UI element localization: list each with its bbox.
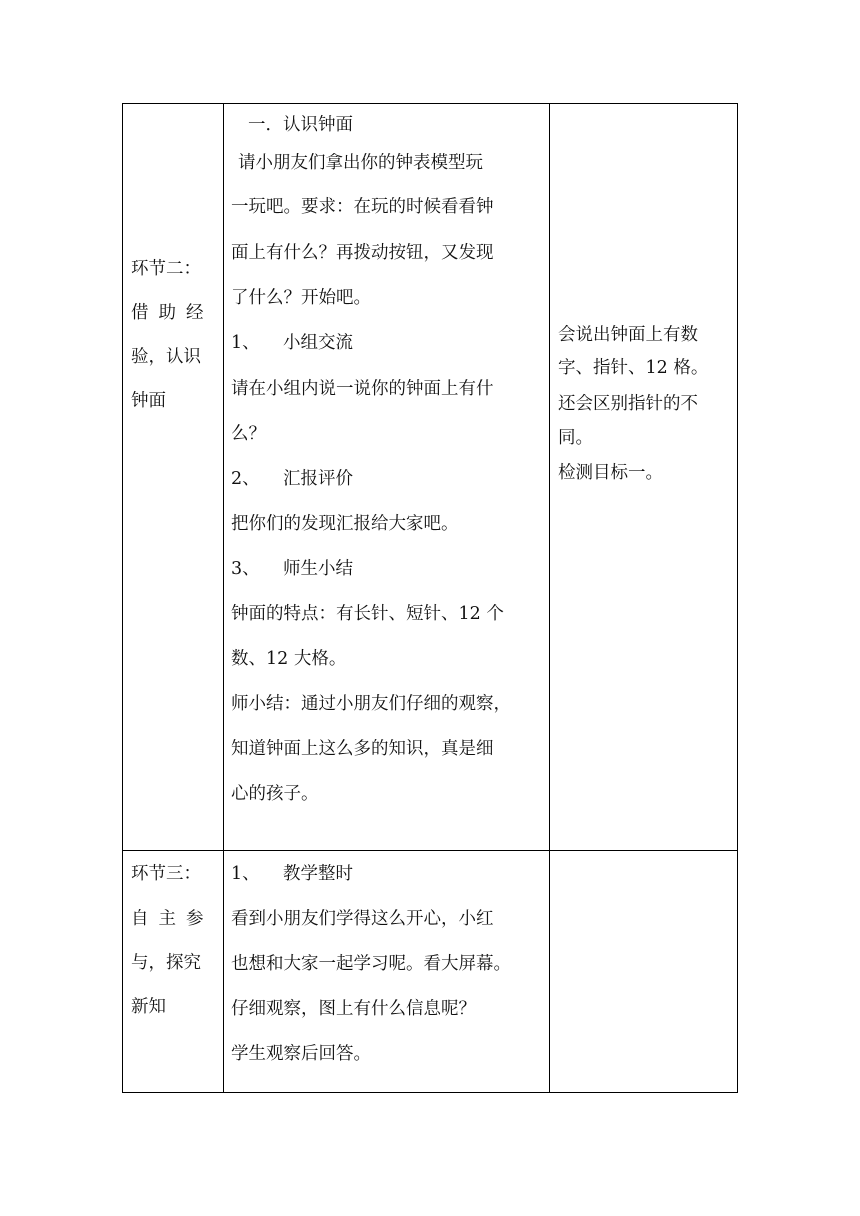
row2-line-1: 看到小朋友们学得这么开心，小红 (231, 909, 494, 929)
row2-step1-number: 1、 (231, 864, 260, 884)
step2-number: 2、 (231, 469, 260, 489)
row2-step1-title: 教学整时 (283, 864, 353, 884)
step3-number: 3、 (231, 559, 260, 579)
row2-step1-heading (231, 863, 353, 886)
row2-line-4: 学生观察后回答。 (231, 1044, 371, 1064)
step2-title: 汇报评价 (283, 469, 353, 489)
intro-line-1: 请小朋友们拿出你的钟表模型玩 (238, 153, 483, 173)
goal-line-5: 检测目标一。 (558, 463, 663, 483)
row1-stage-line-2: 借助经 (131, 303, 214, 323)
step3-title: 师生小结 (283, 559, 353, 579)
step2-line-1: 把你们的发现汇报给大家吧。 (231, 514, 459, 534)
step3-line-2: 数、12 大格。 (231, 649, 347, 669)
row2-stage-line-1: 环节三： (131, 864, 201, 884)
intro-line-3: 面上有什么？再拨动按钮，又发现 (231, 243, 494, 263)
step1-heading (231, 332, 353, 355)
row1-stage-line-1: 环节二： (131, 259, 201, 279)
row2-stage-line-2: 自主参 (131, 909, 214, 929)
goal-line-2: 字、指针、12 格。 (558, 358, 709, 378)
row-divider (123, 850, 737, 851)
step3-line-3: 师小结：通过小朋友们仔细的观察， (231, 694, 511, 714)
step3-heading (231, 558, 353, 581)
intro-line-2: 一玩吧。要求：在玩的时候看看钟 (231, 197, 494, 217)
row1-stage-line-4: 钟面 (131, 391, 166, 411)
row2-stage-line-4: 新知 (131, 997, 166, 1017)
row2-line-2: 也想和大家一起学习呢。看大屏幕。 (231, 954, 511, 974)
goal-line-4: 同。 (558, 428, 593, 448)
row2-line-3: 仔细观察，图上有什么信息呢？ (231, 999, 476, 1019)
step1-number: 1、 (231, 333, 260, 353)
row2-stage-line-3: 与，探究 (131, 953, 201, 973)
intro-line-4: 了什么？开始吧。 (231, 288, 371, 308)
goal-line-3: 还会区别指针的不 (558, 394, 698, 414)
step1-title: 小组交流 (283, 333, 353, 353)
goal-line-1: 会说出钟面上有数 (558, 325, 698, 345)
step3-line-4: 知道钟面上这么多的知识，真是细 (231, 739, 494, 759)
step1-line-1: 请在小组内说一说你的钟面上有什 (231, 379, 494, 399)
column-divider-1 (223, 104, 224, 1092)
column-divider-2 (549, 104, 550, 1092)
step3-line-5: 心的孩子。 (231, 784, 319, 804)
section-heading: 一．认识钟面 (248, 115, 353, 135)
step3-line-1: 钟面的特点：有长针、短针、12 个 (231, 604, 504, 624)
step2-heading (231, 468, 353, 491)
row1-stage-line-3: 验，认识 (131, 347, 201, 367)
step1-line-2: 么？ (231, 424, 266, 444)
